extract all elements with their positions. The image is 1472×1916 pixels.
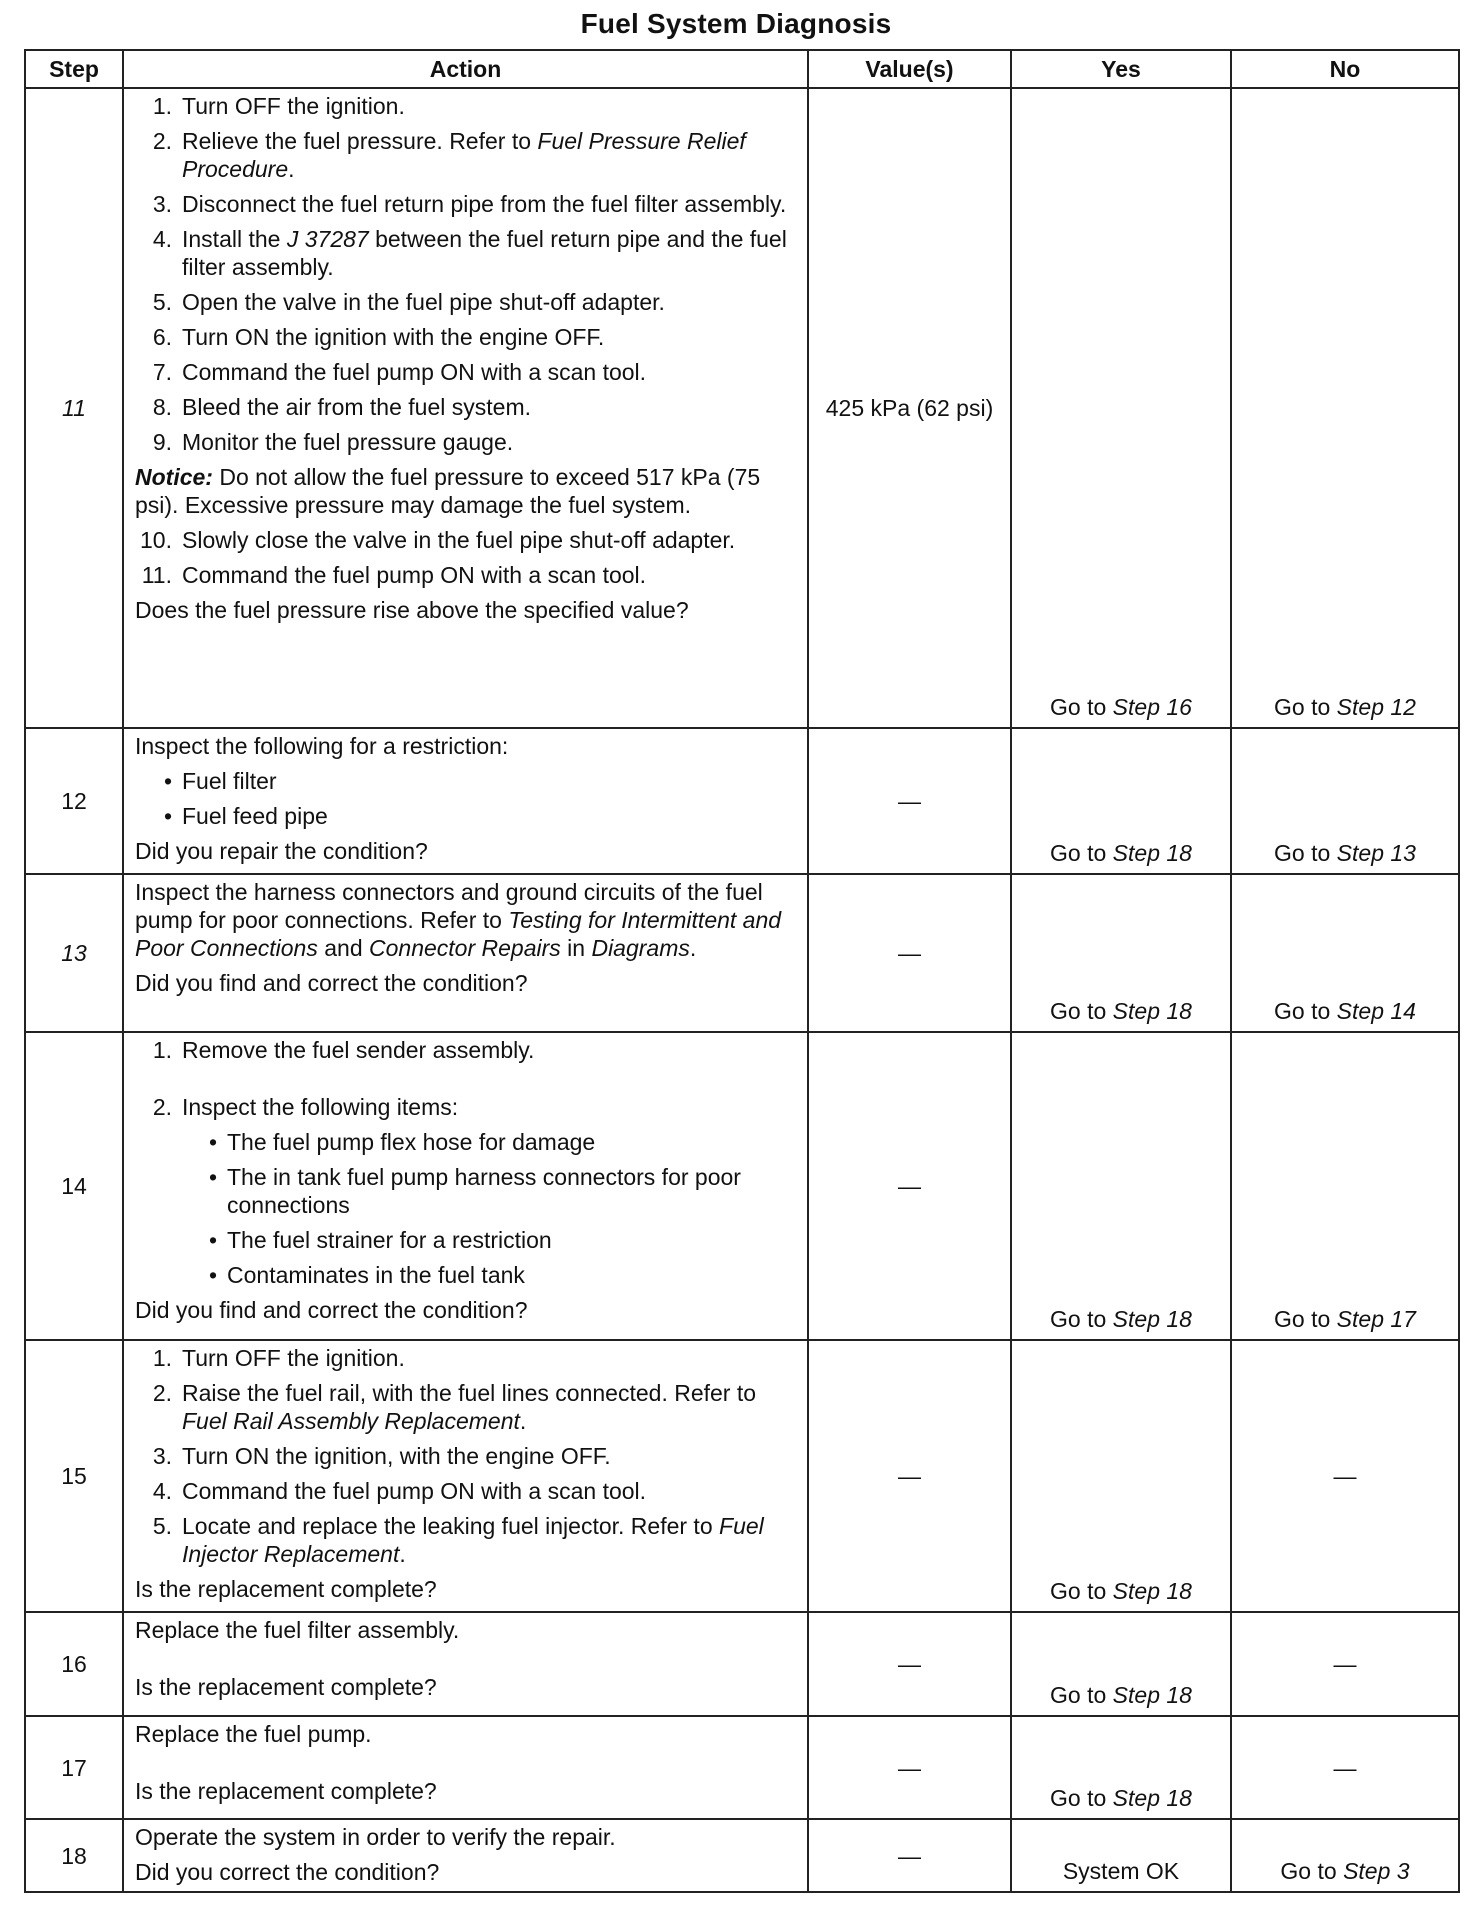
no-cell: Go to Step 12: [1231, 88, 1459, 728]
value-cell: 425 kPa (62 psi): [808, 88, 1011, 728]
question-text: Is the replacement complete?: [135, 1576, 437, 1602]
yes-cell: System OK: [1011, 1819, 1231, 1892]
table-row: [25, 1340, 1459, 1612]
step-link[interactable]: Step 3: [1343, 1858, 1410, 1884]
step-link[interactable]: Step 14: [1336, 998, 1416, 1024]
action-cell: [123, 874, 808, 1032]
yes-cell: Go to Step 18: [1011, 1612, 1231, 1716]
step-link[interactable]: Step 18: [1112, 1306, 1192, 1332]
list-item: 8. Bleed the air from the fuel system.: [152, 394, 531, 420]
step-number: 17: [25, 1716, 123, 1819]
bullet-item: • Fuel feed pipe: [163, 803, 328, 829]
no-cell: —: [1231, 1716, 1459, 1819]
list-item: 3. Disconnect the fuel return pipe from the fuel filter assembly.: [152, 191, 787, 217]
question-text: Is the replacement complete?: [135, 1674, 437, 1700]
question-text: Is the replacement complete?: [135, 1778, 437, 1804]
action-cell: [123, 1716, 808, 1819]
list-item: 2. Relieve the fuel pressure. Refer to Fuel Pressure Relief Procedure.: [152, 128, 746, 182]
header-no: No: [1231, 50, 1459, 88]
no-cell: —: [1231, 1340, 1459, 1612]
step-link[interactable]: Step 13: [1336, 840, 1416, 866]
list-item: 1. Turn OFF the ignition.: [152, 93, 405, 119]
action-text: Replace the fuel pump.: [135, 1721, 372, 1747]
table-row: [25, 874, 1459, 1032]
question-text: Did you find and correct the condition?: [135, 970, 528, 996]
action-text: Inspect the following for a restriction:: [135, 733, 509, 759]
step-number: 12: [25, 728, 123, 874]
action-cell: [123, 1819, 808, 1892]
step-number: 15: [25, 1340, 123, 1612]
notice-text: Notice: Do not allow the fuel pressure to exceed 517 kPa (75 psi). Excessive pressure may damage the fuel system.: [135, 464, 761, 518]
step-number: 11: [25, 88, 123, 728]
action-cell: [123, 1340, 808, 1612]
question-text: Did you correct the condition?: [135, 1859, 440, 1885]
action-cell: [123, 88, 808, 728]
list-item: 6. Turn ON the ignition with the engine OFF.: [152, 324, 605, 350]
step-link[interactable]: Step 16: [1112, 694, 1192, 720]
reference-link: Fuel Injector Replacement: [182, 1513, 764, 1567]
list-item: 5. Locate and replace the leaking fuel injector. Refer to Fuel Injector Replacement.: [152, 1513, 764, 1567]
step-link[interactable]: Step 18: [1112, 840, 1192, 866]
table-row: [25, 1716, 1459, 1819]
step-link[interactable]: Step 18: [1112, 1682, 1192, 1708]
no-cell: —: [1231, 1612, 1459, 1716]
yes-cell: Go to Step 18: [1011, 1716, 1231, 1819]
list-item: 2. Inspect the following items:: [152, 1094, 459, 1120]
bullet-item: • Fuel filter: [163, 768, 277, 794]
value-cell: —: [808, 874, 1011, 1032]
list-item: 10. Slowly close the valve in the fuel pipe shut-off adapter.: [140, 527, 736, 553]
list-item: 1. Turn OFF the ignition.: [152, 1345, 405, 1371]
value-cell: —: [808, 1716, 1011, 1819]
step-number: 14: [25, 1032, 123, 1340]
no-cell: Go to Step 17: [1231, 1032, 1459, 1340]
bullet-item: • The in tank fuel pump harness connectors for poor connections: [208, 1164, 741, 1218]
no-cell: Go to Step 14: [1231, 874, 1459, 1032]
reference-link: Connector Repairs: [369, 935, 561, 961]
step-number: 16: [25, 1612, 123, 1716]
table-row: [25, 1819, 1459, 1892]
header-action: Action: [123, 50, 808, 88]
action-cell: [123, 1612, 808, 1716]
yes-cell: Go to Step 18: [1011, 1032, 1231, 1340]
list-item: 9. Monitor the fuel pressure gauge.: [152, 429, 514, 455]
list-item: 1. Remove the fuel sender assembly.: [152, 1037, 535, 1063]
step-link[interactable]: Step 18: [1112, 998, 1192, 1024]
action-text: Inspect the harness connectors and ground circuits of the fuel pump for poor connections. Refer to Testing for Intermittent and Poor Connections and Connector Repairs in Diagrams.: [135, 879, 782, 961]
action-cell: [123, 728, 808, 874]
step-link[interactable]: Step 12: [1336, 694, 1416, 720]
reference-link: Fuel Rail Assembly Replacement: [182, 1408, 520, 1434]
step-number: 18: [25, 1819, 123, 1892]
no-cell: Go to Step 3: [1231, 1819, 1459, 1892]
diagnosis-table: [24, 49, 1460, 1893]
table-row: [25, 1032, 1459, 1340]
list-item: 4. Command the fuel pump ON with a scan tool.: [152, 1478, 647, 1504]
yes-cell: Go to Step 16: [1011, 88, 1231, 728]
reference-link: Diagrams: [591, 935, 690, 961]
step-link[interactable]: Step 18: [1112, 1578, 1192, 1604]
list-item: 5. Open the valve in the fuel pipe shut-off adapter.: [152, 289, 665, 315]
step-link[interactable]: Step 18: [1112, 1785, 1192, 1811]
bullet-item: • The fuel pump flex hose for damage: [208, 1129, 596, 1155]
reference-link: Fuel Pressure Relief Procedure: [182, 128, 746, 182]
header-step: Step: [25, 50, 123, 88]
tool-reference: J 37287: [286, 226, 369, 252]
step-link[interactable]: Step 17: [1336, 1306, 1416, 1332]
table-row: [25, 88, 1459, 728]
yes-cell: Go to Step 18: [1011, 1340, 1231, 1612]
table-row: [25, 1612, 1459, 1716]
question-text: Did you find and correct the condition?: [135, 1297, 528, 1323]
no-cell: Go to Step 13: [1231, 728, 1459, 874]
list-item: 7. Command the fuel pump ON with a scan tool.: [152, 359, 647, 385]
yes-cell: Go to Step 18: [1011, 728, 1231, 874]
step-number: 13: [25, 874, 123, 1032]
reference-link: Testing for Intermittent and Poor Connections: [135, 907, 782, 961]
value-cell: —: [808, 1340, 1011, 1612]
bullet-item: • Contaminates in the fuel tank: [208, 1262, 525, 1288]
value-cell: —: [808, 1819, 1011, 1892]
yes-cell: Go to Step 18: [1011, 874, 1231, 1032]
question-text: Does the fuel pressure rise above the specified value?: [135, 597, 689, 623]
value-cell: —: [808, 728, 1011, 874]
list-item: 11. Command the fuel pump ON with a scan tool.: [141, 562, 647, 588]
table-row: [25, 728, 1459, 874]
value-cell: —: [808, 1612, 1011, 1716]
action-text: Replace the fuel filter assembly.: [135, 1617, 460, 1643]
header-yes: Yes: [1011, 50, 1231, 88]
action-cell: [123, 1032, 808, 1340]
page-title: Fuel System Diagnosis: [580, 8, 892, 39]
value-cell: —: [808, 1032, 1011, 1340]
bullet-item: • The fuel strainer for a restriction: [208, 1227, 552, 1253]
question-text: Did you repair the condition?: [135, 838, 428, 864]
list-item: 2. Raise the fuel rail, with the fuel lines connected. Refer to Fuel Rail Assembly Replacement.: [152, 1380, 757, 1434]
header-values: Value(s): [808, 50, 1011, 88]
list-item: 4. Install the J 37287 between the fuel return pipe and the fuel filter assembly.: [152, 226, 787, 280]
action-text: Operate the system in order to verify the repair.: [135, 1824, 616, 1850]
table-header-row: [25, 50, 1459, 88]
list-item: 3. Turn ON the ignition, with the engine OFF.: [152, 1443, 611, 1469]
